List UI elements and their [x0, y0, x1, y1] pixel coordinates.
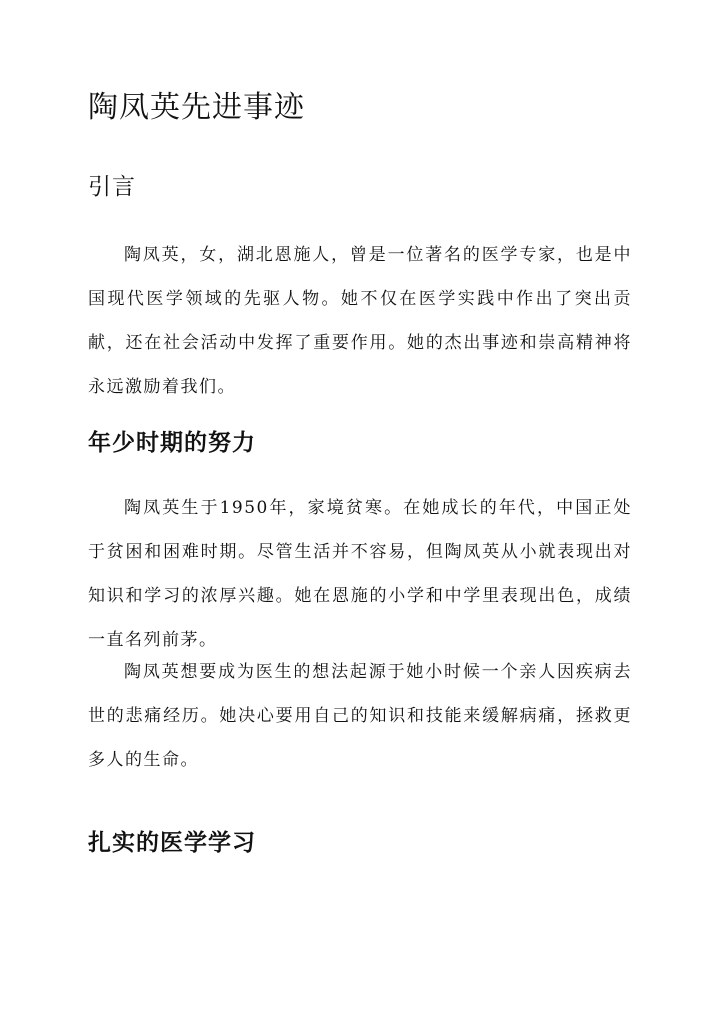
youth-paragraph-1: 陶凤英生于1950年，家境贫寒。在她成长的年代，中国正处于贫困和困难时期。尽管生活并不容易，但陶凤英从小就表现出对知识和学习的浓厚兴趣。她在恩施的小学和中学里表现出色，成绩一直名列前茅。 — [88, 498, 632, 650]
section-heading-introduction: 引言 — [88, 174, 136, 200]
section-heading-medical-study: 扎实的医学学习 — [88, 829, 256, 856]
youth-paragraph-2: 陶凤英想要成为医生的想法起源于她小时候一个亲人因疾病去世的悲痛经历。她决心要用自己的知识和技能来缓解病痛，拯救更多人的生命。 — [88, 662, 632, 770]
document-title: 陶凤英先进事迹 — [88, 90, 305, 125]
introduction-paragraph: 陶凤英，女，湖北恩施人，曾是一位著名的医学专家，也是中国现代医学领域的先驱人物。她不仅在医学实践中作出了突出贡献，还在社会活动中发挥了重要作用。她的杰出事迹和崇高精神将永远激励着我们。 — [88, 245, 632, 397]
section-heading-youth-efforts: 年少时期的努力 — [88, 429, 256, 456]
